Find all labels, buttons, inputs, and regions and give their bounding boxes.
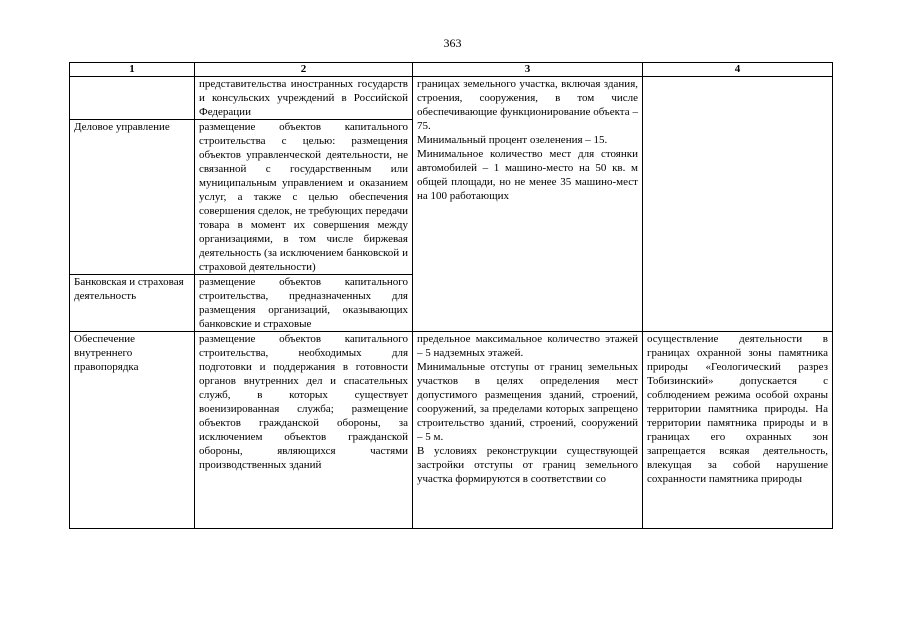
table-header-cell: 2 xyxy=(195,63,413,77)
table-header-cell: 3 xyxy=(413,63,643,77)
use-type-cell: Обеспечение внутреннего правопорядка xyxy=(70,332,195,529)
parameters-text: границах земельного участка, включая здания, строения, сооружения, в том числе обеспечивающие функционирование объекта – 75. Минимальный процент озеленения – 15. Минимальное количество мест для стоянки автомобилей – 1 машино-место на 50 кв. м общей площади, но не менее 35 машино-мест на 100 работающих xyxy=(417,78,638,202)
use-type-cell: Деловое управление xyxy=(70,120,195,275)
page-number: 363 xyxy=(443,36,462,50)
use-description-cell: размещение объектов капитального строительства, необходимых для подготовки и поддержания в готовности органов внутренних дел и спасательных служб, в которых существует военизированная служба; размещение объектов гражданской обороны, за исключением объектов гражданской обороны, являющихся частями производственных зданий xyxy=(195,332,413,529)
restrictions-cell xyxy=(643,77,833,332)
use-description-cell: представительства иностранных государств и консульских учреждений в Российской Федерации xyxy=(195,77,413,120)
table-header-cell: 4 xyxy=(643,63,833,77)
parameters-cell xyxy=(413,332,643,529)
use-description-cell: размещение объектов капитального строительства с целью: размещения объектов управленческой деятельности, не связанной с государственным или муниципальным управлением и оказанием услуг, а также с целью обеспечения совершения сделок, не требующих передачи товара в момент их совершения между организациями, в том числе биржевая деятельность (за исключением банковской и страховой деятельности) xyxy=(195,120,413,275)
use-description-cell: размещение объектов капитального строительства, предназначенных для размещения организаций, оказывающих банковские и страховые xyxy=(195,275,413,332)
regulations-table xyxy=(69,62,833,529)
table-header-cell: 1 xyxy=(70,63,195,77)
table-row xyxy=(70,332,833,529)
restrictions-cell: осуществление деятельности в границах охранной зоны памятника природы «Геологический разрез Тобизинский» допускается с соблюдением режима особой охраны территории памятника природы. На территории памятника природы и в границах его охранных зон запрещается всякая деятельность, влекущая за собой нарушение сохранности памятника природы xyxy=(643,332,833,529)
parameters-text: предельное максимальное количество этажей – 5 надземных этажей. Минимальные отступы от границ земельных участков в целях определения мест допустимого размещения зданий, строений, сооружений, за пределами которых запрещено строительство зданий, строений, сооружений – 5 м. В условиях реконструкции существующей застройки отступы от границ земельного участка формируются в соответствии со xyxy=(417,333,638,485)
use-type-cell xyxy=(70,77,195,120)
use-type-cell: Банковская и страховая деятельность xyxy=(70,275,195,332)
parameters-cell xyxy=(413,77,643,332)
table-row xyxy=(70,77,833,120)
table-header-row xyxy=(70,63,833,77)
